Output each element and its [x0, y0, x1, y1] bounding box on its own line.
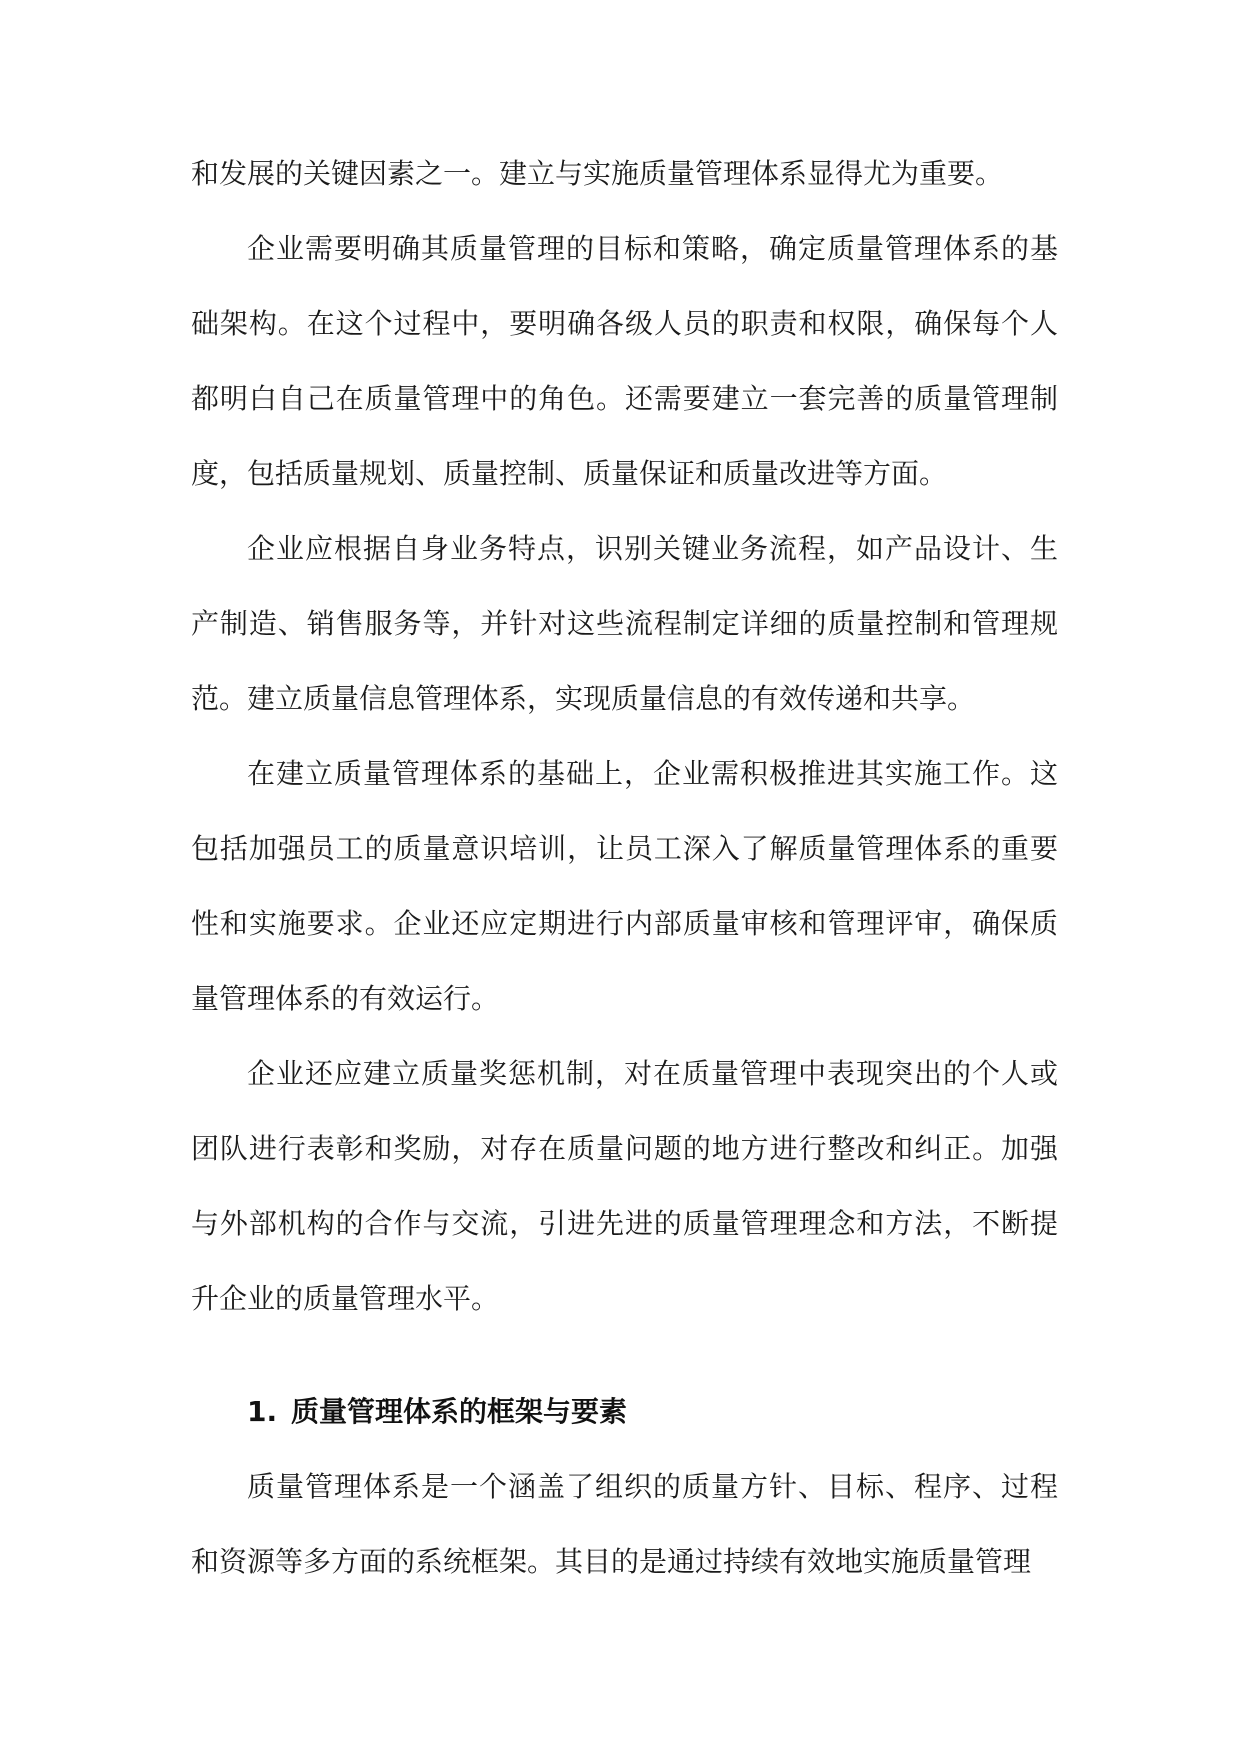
document-body [191, 136, 1058, 1599]
paragraph-framework-definition: 质量管理体系是一个涵盖了组织的质量方针、目标、程序、过程和资源等多方面的系统框架。其目的是通过持续有效地实施质量管理 [191, 1470, 1058, 1578]
section-number: 1. [247, 1395, 278, 1428]
paragraph-business-processes: 企业应根据自身业务特点，识别关键业务流程，如产品设计、生产制造、销售服务等，并针对这些流程制定详细的质量控制和管理规范。建立质量信息管理体系，实现质量信息的有效传递和共享。 [191, 532, 1058, 715]
paragraph-implementation: 在建立质量管理体系的基础上，企业需积极推进其实施工作。这包括加强员工的质量意识培训，让员工深入了解质量管理体系的重要性和实施要求。企业还应定期进行内部质量审核和管理评审，确保质量管理体系的有效运行。 [191, 757, 1058, 1015]
paragraph-incentives: 企业还应建立质量奖惩机制，对在质量管理中表现突出的个人或团队进行表彰和奖励，对存在质量问题的地方进行整改和纠正。加强与外部机构的合作与交流，引进先进的质量管理理念和方法，不断提升企业的质量管理水平。 [191, 1057, 1058, 1315]
paragraph-goals-and-strategy: 企业需要明确其质量管理的目标和策略，确定质量管理体系的基础架构。在这个过程中，要明确各级人员的职责和权限，确保每个人都明白自己在质量管理中的角色。还需要建立一套完善的质量管理制度，包括质量规划、质量控制、质量保证和质量改进等方面。 [191, 232, 1058, 490]
paragraph-continuation: 和发展的关键因素之一。建立与实施质量管理体系显得尤为重要。 [191, 157, 1004, 190]
section-title: 质量管理体系的框架与要素 [291, 1395, 628, 1428]
section-heading [191, 1374, 1058, 1449]
